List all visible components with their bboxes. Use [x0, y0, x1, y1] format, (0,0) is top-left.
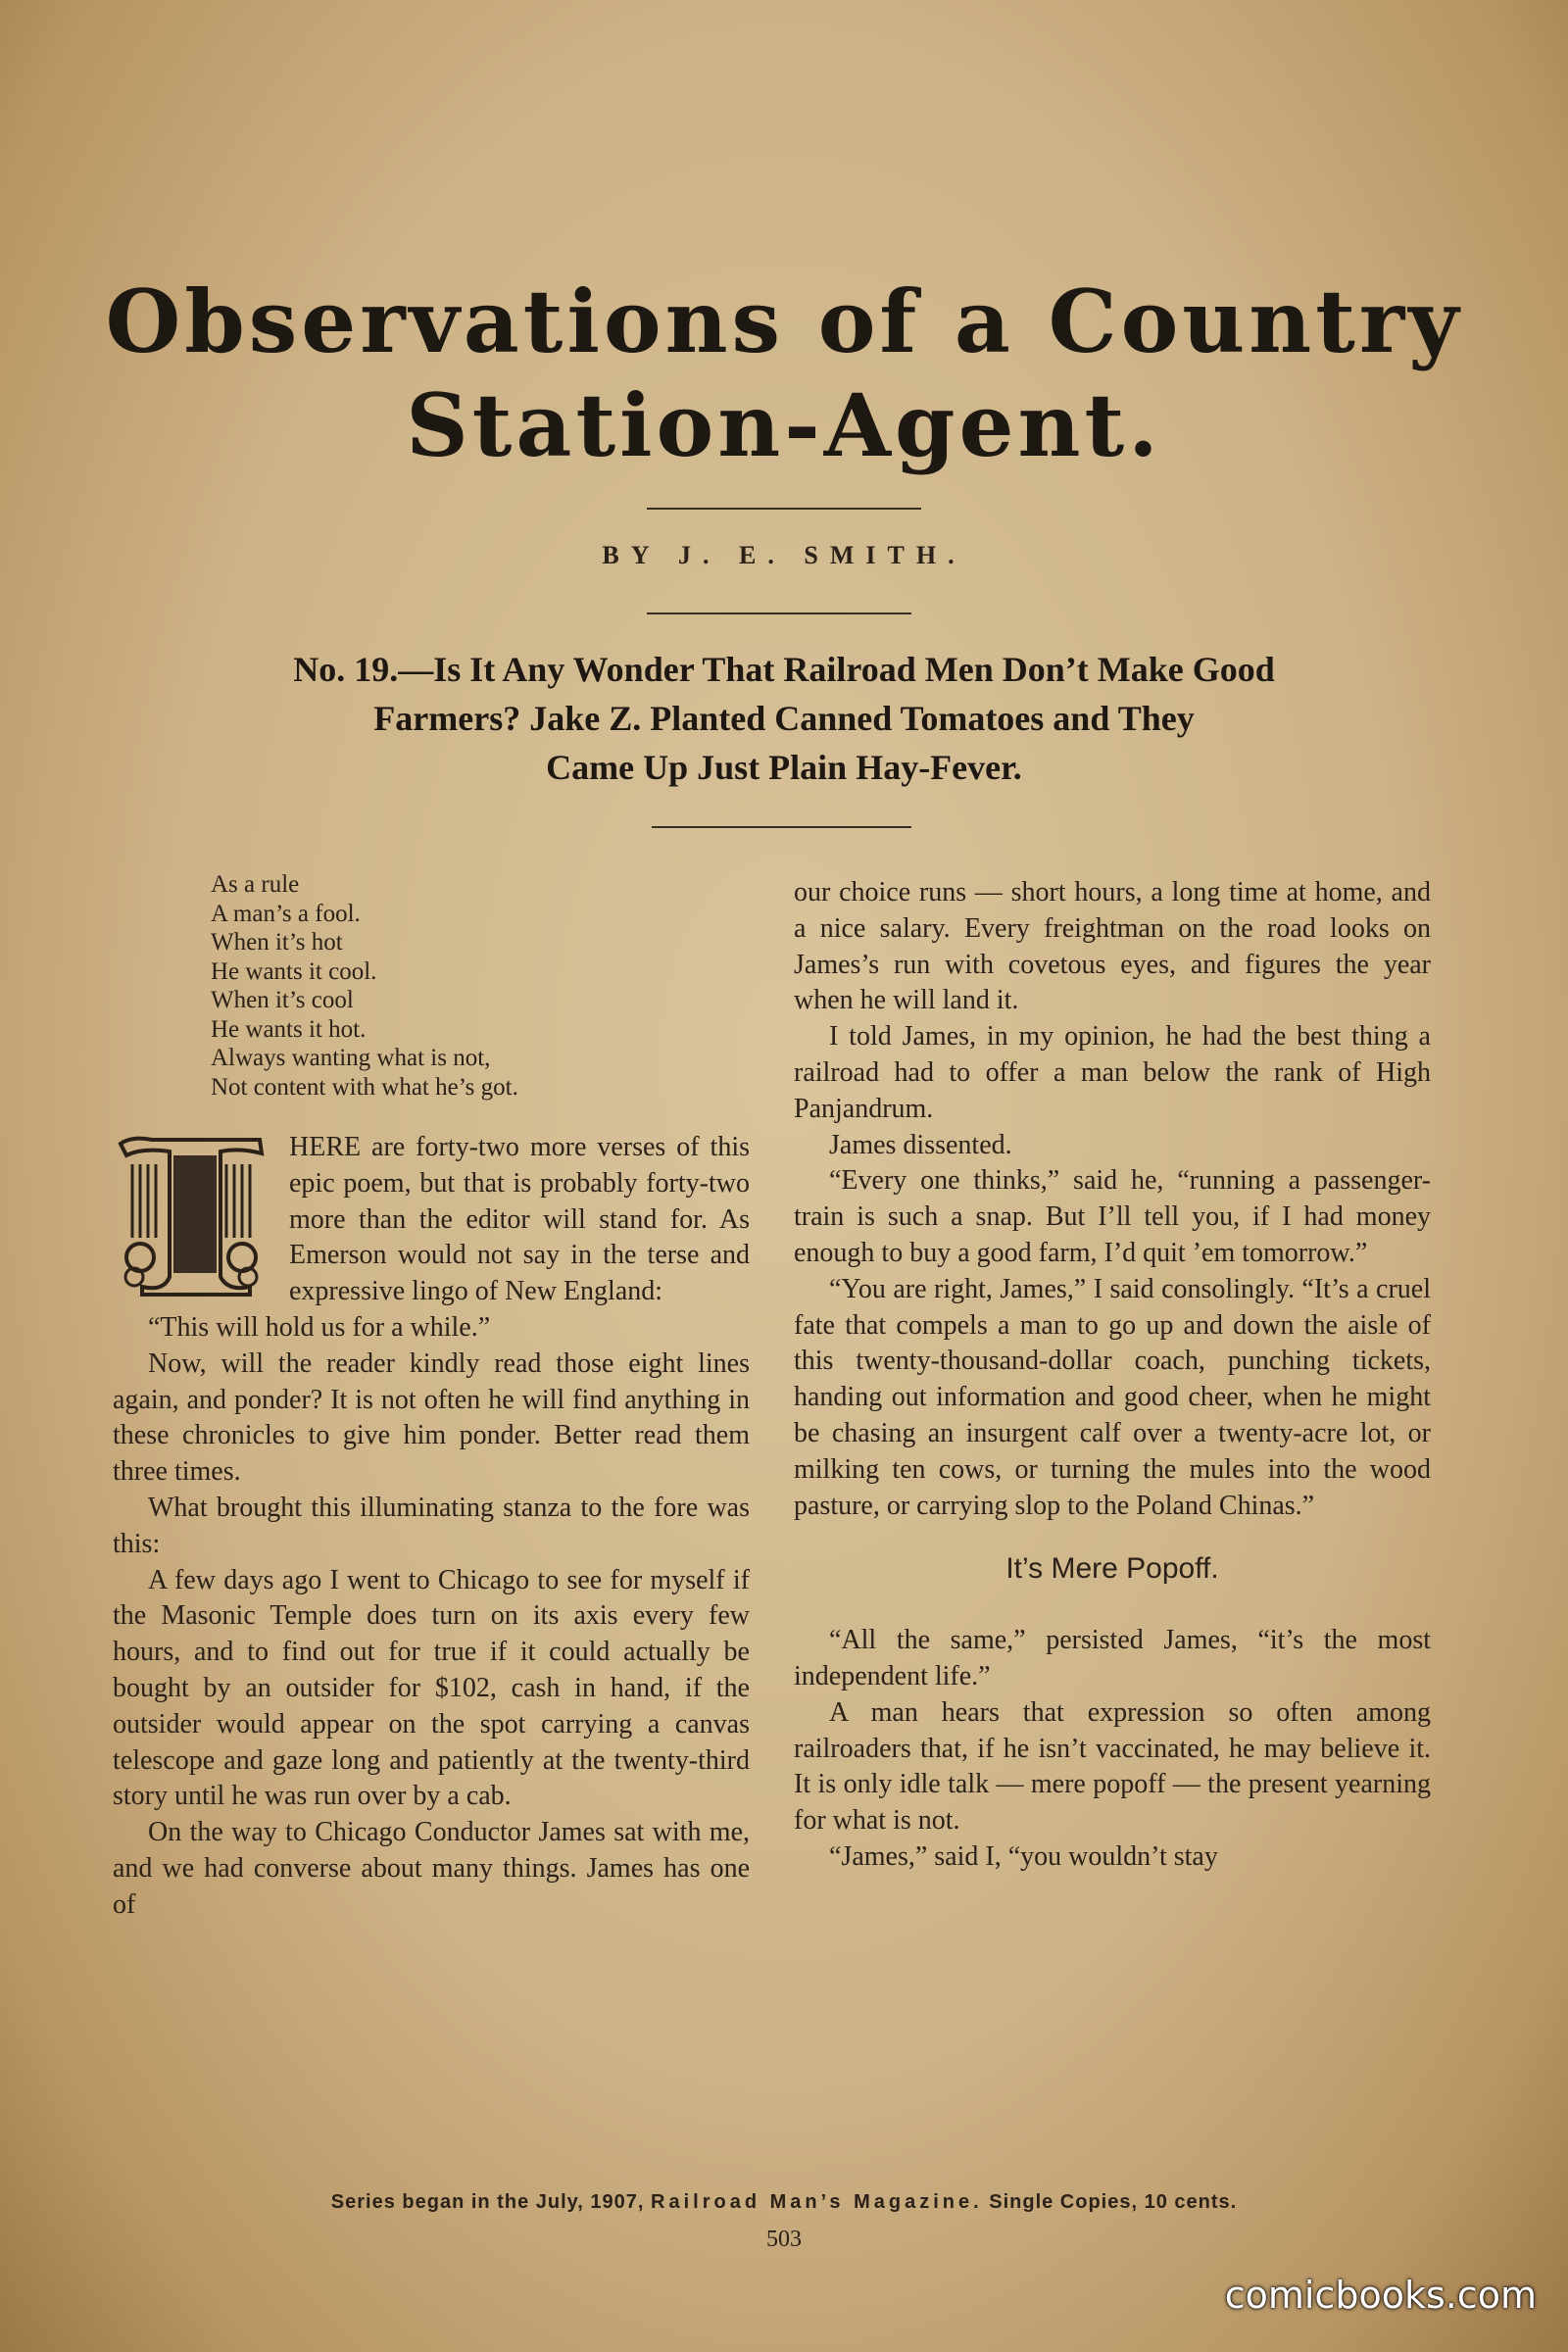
poem-stanza [211, 870, 769, 1102]
paragraph: our choice runs — short hours, a long time at home, and a nice salary. Every freightman on the road looks on James’s run with covetous eyes, and figures the year when he will land it. [794, 877, 1431, 1016]
paragraph: “James,” said I, “you wouldn’t stay [829, 1840, 1218, 1872]
watermark: comicbooks.com [1224, 2274, 1537, 2317]
opening-paragraph [113, 1130, 750, 1310]
poem-line: As a rule [211, 871, 300, 898]
poem-line: He wants it hot. [211, 1015, 367, 1043]
section-subhead: It’s Mere Popoff. [1005, 1552, 1219, 1586]
poem-line: When it’s cool [211, 987, 354, 1013]
poem-line: He wants it cool. [211, 957, 377, 985]
article-subtitle [118, 645, 1450, 792]
ornamental-dropcap-t [113, 1130, 270, 1297]
series-note-b: Railroad Man’s Magazine. [651, 2191, 983, 2213]
paragraph: “All the same,” persisted James, “it’s the most independent life.” [794, 1625, 1431, 1691]
paragraph: “Every one thinks,” said he, “running a passenger-train is such a snap. But I’ll tell you, if I had money enough to buy a good farm, I’d quit ’em tomorrow.” [794, 1165, 1431, 1268]
article-title [88, 270, 1480, 477]
byline-divider [647, 612, 911, 614]
subtitle-divider [652, 826, 911, 828]
series-note-a: Series began in the July, 1907, [330, 2191, 645, 2213]
paragraph: James dissented. [829, 1129, 1012, 1160]
right-column [794, 875, 1431, 1876]
poem-line: Always wanting what is not, [211, 1045, 491, 1071]
paragraph: “You are right, James,” I said consolingly. “It’s a cruel fate that compels a man to go up and down the aisle of this twenty-thousand-dollar coach, punching tickets, handing out information and good cheer, when he might be chasing an insurgent calf over a twenty-acre lot, or milking ten cows, or turning the mules into the wood pasture, or carrying slop to the Poland Chinas.” [794, 1273, 1431, 1521]
subtitle-line-3: Came Up Just Plain Hay-Fever. [546, 748, 1022, 787]
paragraph: I told James, in my opinion, he had the best thing a railroad had to offer a man below the rank of High Panjandrum. [794, 1021, 1431, 1124]
paragraph: “This will hold us for a while.” [148, 1311, 491, 1343]
paragraph: What brought this illuminating stanza to the fore was this: [113, 1492, 750, 1559]
series-footnote [0, 2191, 1568, 2214]
left-column [113, 1130, 750, 1924]
subtitle-line-1: No. 19.—Is It Any Wonder That Railroad Men Don’t Make Good [293, 650, 1275, 689]
poem-line: Not content with what he’s got. [211, 1073, 518, 1101]
title-divider [647, 508, 921, 510]
paragraph: Now, will the reader kindly read those eight lines again, and ponder? It is not often he will find anything in these chronicles to give him ponder. Better read them three times. [113, 1348, 750, 1488]
title-line-1: Observations of a Country [105, 270, 1463, 372]
poem-line: When it’s hot [211, 929, 343, 956]
paragraph-text: HERE are forty-two more verses of this epic poem, but that is probably forty-two more than the editor will stand for. As Emerson would not say in the terse and expressive lingo of New England: [289, 1132, 750, 1307]
paragraph: On the way to Chicago Conductor James sat with me, and we had converse about many things. James has one of [113, 1817, 750, 1920]
series-note-c: Single Copies, 10 cents. [989, 2191, 1238, 2213]
byline: BY J. E. SMITH. [602, 541, 966, 569]
title-line-2: Station-Agent. [406, 374, 1162, 476]
poem-line: A man’s a fool. [211, 900, 361, 927]
paragraph: A man hears that expression so often among railroaders that, if he isn’t vaccinated, he may believe it. It is only idle talk — mere popoff — the present yearning for what is not. [794, 1696, 1431, 1837]
paragraph: A few days ago I went to Chicago to see for myself if the Masonic Temple does turn on its axis every few hours, and to find out for true if it could actually be bought by an outsider for $102, cash in hand, if the outsider would appear on the spot carrying a canvas telescope and gaze long and patiently at the twenty-third story until he was run over by a cab. [113, 1564, 750, 1812]
page-number: 503 [766, 2227, 802, 2252]
subtitle-line-2: Farmers? Jake Z. Planted Canned Tomatoes and They [373, 699, 1195, 738]
